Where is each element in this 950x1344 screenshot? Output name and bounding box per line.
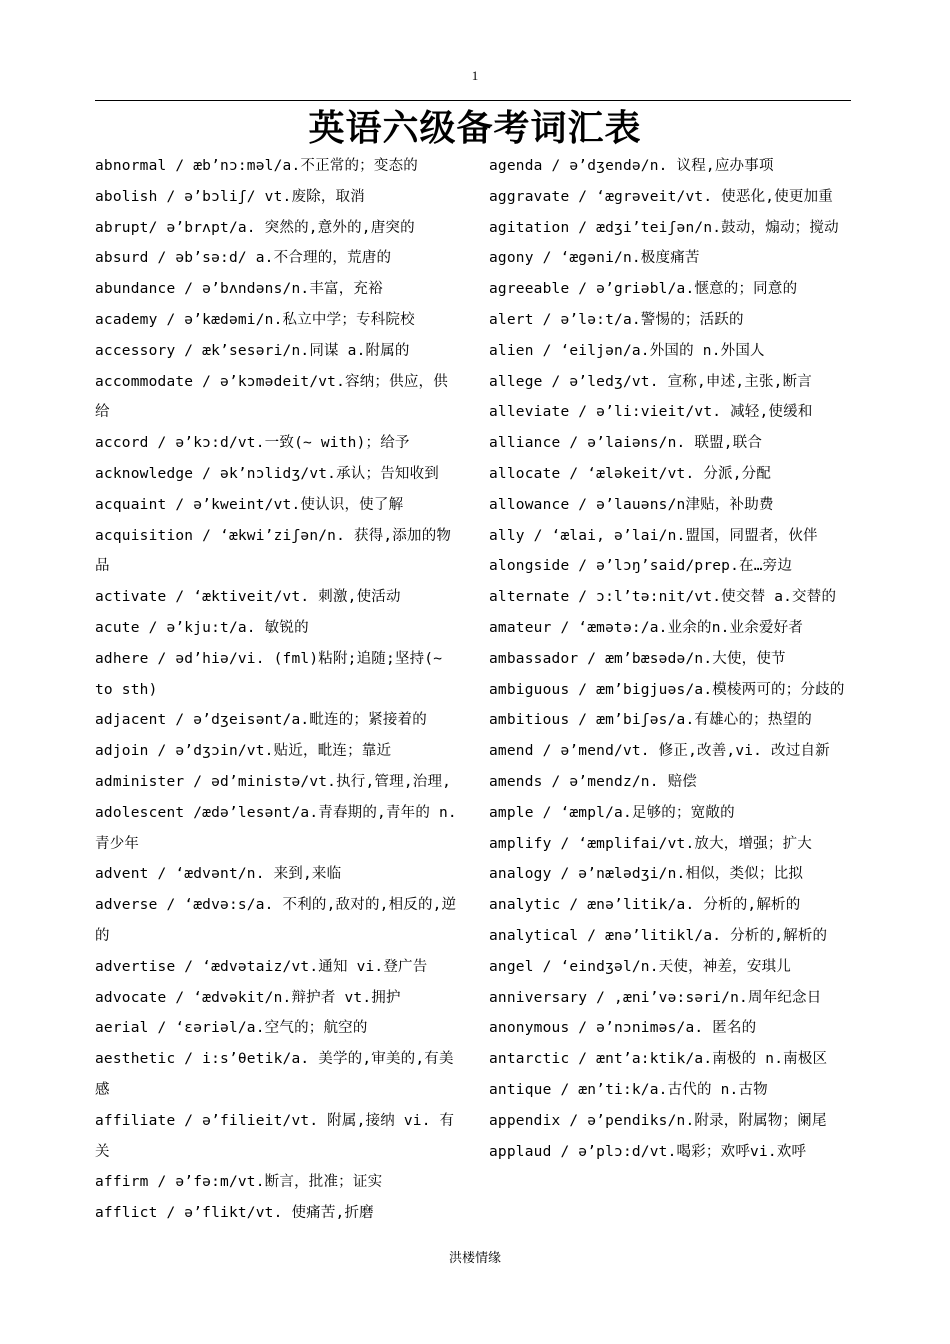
word-entry: accord / ə’kɔ:d/vt.一致(~ with)；给予	[95, 435, 410, 452]
word-entry: agenda / ə’dʒendə/n. 议程,应办事项	[489, 158, 774, 174]
word-entry: aggravate / ‘ægrəveit/vt. 使恶化,使更加重	[489, 188, 834, 205]
word-entry: alliance / ə’laiəns/n. 联盟,联合	[489, 435, 763, 452]
word-entry: allege / ə’ledʒ/vt. 宣称,申述,主张,断言	[489, 373, 812, 390]
word-entry: anonymous / ə’nɔniməs/a. 匿名的	[489, 1020, 757, 1037]
word-entry: alongside / ə’lɔŋ’said/prep.在…旁边	[489, 558, 793, 575]
word-entry: agitation / ædʒi’teiʃən/n.鼓动，煽动；搅动	[489, 219, 839, 236]
word-entry: adverse / ‘ædvə:s/a. 不利的,敌对的,相反的,逆的	[95, 897, 457, 944]
word-entry: activate / ‘æktiveit/vt. 刺激,使活动	[95, 589, 401, 606]
word-entry: angel / ‘eindʒəl/n.天使，神差，安琪儿	[489, 958, 791, 975]
word-entry: acquaint / ə’kweint/vt.使认识，使了解	[95, 496, 404, 513]
word-entry: adhere / əd’hiə/vi. (fml)粘附;追随;坚持(~ to sth)	[95, 650, 443, 698]
word-entry: abundance / ə’bʌndəns/n.丰富，充裕	[95, 281, 383, 298]
word-entry: accessory / æk’sesəri/n.同谋 a.附属的	[95, 342, 410, 359]
word-entry: alert / ə’lə:t/a.警惕的；活跃的	[489, 311, 744, 328]
word-entry: absurd / əb’sə:d/ a.不合理的，荒唐的	[95, 250, 392, 267]
word-entry: allocate / ‘æləkeit/vt. 分派,分配	[489, 465, 772, 482]
word-entry: appendix / ə’pendiks/n.附录，附属物；阑尾	[489, 1112, 827, 1129]
word-entry: advertise / ‘ædvətaiz/vt.通知 vi.登广告	[95, 958, 428, 975]
right-column	[489, 151, 853, 1167]
word-entry: acute / ə’kju:t/a. 敏锐的	[95, 619, 309, 636]
word-entry: agreeable / ə’griəbl/a.惬意的；同意的	[489, 281, 798, 298]
word-entry: adjoin / ə’dʒɔin/vt.贴近，毗连；靠近	[95, 743, 392, 760]
word-entry: antarctic / ænt’a:ktik/a.南极的 n.南极区	[489, 1051, 828, 1068]
word-entry: abolish / ə’bɔliʃ/ vt.废除，取消	[95, 188, 365, 205]
left-column	[95, 151, 459, 1229]
word-entry: ambassador / æm’bæsədə/n.大使，使节	[489, 650, 786, 667]
word-entry: adjacent / ə’dʒeisənt/a.毗连的；紧接着的	[95, 712, 427, 729]
word-entry: amateur / ‘æmətə:/a.业余的n.业余爱好者	[489, 619, 804, 636]
word-entry: agony / ‘ægəni/n.极度痛苦	[489, 250, 700, 267]
word-entry: analytical / ænə’litikl/a. 分析的,解析的	[489, 927, 828, 944]
word-entry: affiliate / ə’filieit/vt. 附属,接纳 vi. 有关	[95, 1112, 455, 1160]
word-entry: acknowledge / ək’nɔlidʒ/vt.承认；告知收到	[95, 465, 440, 482]
word-entry: aesthetic / i:s’θetik/a. 美学的,审美的,有美感	[95, 1051, 454, 1098]
word-entry: antique / æn’ti:k/a.古代的 n.古物	[489, 1081, 768, 1098]
page-title: 英语六级备考词汇表	[308, 108, 642, 149]
word-entry: adolescent /ædə’lesənt/a.青春期的,青年的 n.青少年	[95, 804, 457, 852]
word-entry: allowance / ə’lauəns/n津贴，补助费	[489, 496, 774, 513]
word-entry: affirm / ə’fə:m/vt.断言，批准；证实	[95, 1174, 383, 1191]
word-entry: abnormal / æb’nɔ:məl/a.不正常的；变态的	[95, 158, 418, 174]
page-footer: 洪楼情缘	[448, 1251, 501, 1266]
word-entry: alien / ‘eiljən/a.外国的 n.外国人	[489, 342, 765, 359]
word-entry: administer / əd’ministə/vt.执行,管理,治理,	[95, 773, 452, 790]
word-entry: ally / ‘ælai, ə’lai/n.盟国，同盟者，伙伴	[489, 527, 818, 544]
word-entry: ample / ‘æmpl/a.足够的；宽敞的	[489, 804, 735, 821]
word-entry: ambitious / æm’biʃəs/a.有雄心的；热望的	[489, 712, 812, 729]
word-entry: analytic / ænə’litik/a. 分析的,解析的	[489, 897, 801, 914]
word-entry: academy / ə’kædəmi/n.私立中学；专科院校	[95, 311, 415, 328]
word-entry: abrupt/ ə’brʌpt/a. 突然的,意外的,唐突的	[95, 219, 415, 236]
word-entry: anniversary / ,æni’və:səri/n.周年纪念日	[489, 989, 822, 1006]
word-entry: applaud / ə’plɔ:d/vt.喝彩；欢呼vi.欢呼	[489, 1143, 807, 1160]
word-entry: alleviate / ə’li:vieit/vt. 减轻,使缓和	[489, 404, 813, 421]
word-entry: ambiguous / æm’bigjuəs/a.模棱两可的；分歧的	[489, 681, 845, 698]
word-entry: acquisition / ‘ækwi’ziʃən/n. 获得,添加的物品	[95, 527, 452, 575]
header-rule	[95, 100, 851, 101]
word-entry: alternate / ɔ:l’tə:nit/vt.使交替 a.交替的	[489, 589, 837, 606]
word-entry: amends / ə’mendz/n. 赔偿	[489, 773, 697, 790]
word-entry: advent / ‘ædvənt/n. 来到,来临	[95, 866, 342, 883]
word-entry: accommodate / ə’kɔmədeit/vt.容纳；供应，供给	[95, 373, 448, 421]
word-entry: amend / ə’mend/vt. 修正,改善,vi. 改过自新	[489, 743, 830, 760]
word-entry: aerial / ‘ɛəriəl/a.空气的；航空的	[95, 1020, 368, 1037]
word-entry: afflict / ə’flikt/vt. 使痛苦,折磨	[95, 1205, 374, 1222]
word-entry: analogy / ə’nælədʒi/n.相似，类似；比拟	[489, 866, 804, 883]
word-entry: amplify / ‘æmplifai/vt.放大，增强；扩大	[489, 835, 812, 852]
word-entry: advocate / ‘ædvəkit/n.辩护者 vt.拥护	[95, 989, 401, 1006]
page-number: 1	[471, 68, 479, 83]
